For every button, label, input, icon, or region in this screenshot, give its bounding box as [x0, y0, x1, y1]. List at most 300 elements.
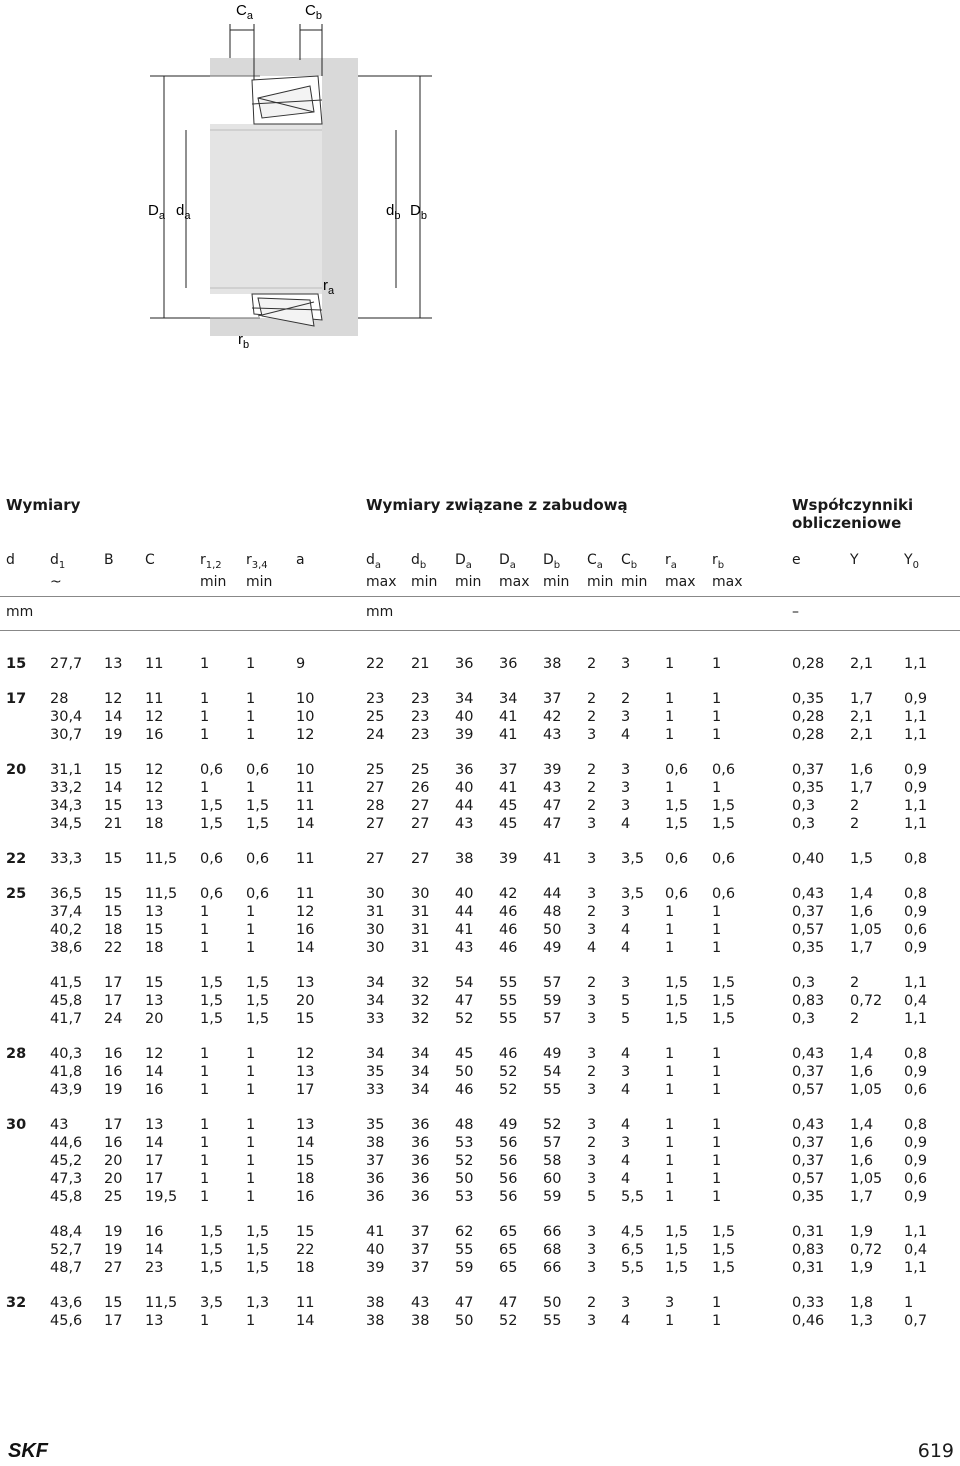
- table-cell: 30: [411, 886, 430, 902]
- rule-units: [0, 630, 960, 631]
- table-cell: 52: [455, 1011, 474, 1027]
- table-cell: 28: [50, 691, 69, 707]
- table-cell: 40,3: [50, 1046, 83, 1062]
- table-cell: 4: [621, 1082, 631, 1098]
- table-cell: 1,5: [665, 1242, 689, 1258]
- section-factors: [792, 496, 913, 532]
- table-cell: 3,5: [621, 851, 645, 867]
- table-cell: 3: [621, 904, 631, 920]
- table-cell: 1: [665, 1313, 675, 1329]
- table-cell: 13: [104, 656, 123, 672]
- table-cell: 1,6: [850, 1135, 874, 1151]
- table-cell: 0,28: [792, 709, 825, 725]
- bearing-mounting-drawing: [0, 0, 960, 370]
- table-cell: 0,7: [904, 1313, 928, 1329]
- table-cell: 0,6: [665, 886, 689, 902]
- table-cell: 15: [296, 1224, 315, 1240]
- column-header-subscript: b: [717, 559, 725, 571]
- table-cell: 55: [543, 1082, 562, 1098]
- table-cell: 1,1: [904, 975, 928, 991]
- table-cell: 1: [665, 1153, 675, 1169]
- column-header-qualifier: min: [587, 573, 614, 590]
- table-cell: 18: [104, 922, 123, 938]
- table-cell: 33,3: [50, 851, 83, 867]
- table-cell: 3: [587, 1117, 597, 1133]
- label-da: $d_a$: [176, 202, 191, 222]
- table-cell: 13: [145, 798, 164, 814]
- table-cell: 60: [543, 1171, 562, 1187]
- table-cell: 0,72: [850, 993, 883, 1009]
- table-cell: 1,5: [246, 1011, 270, 1027]
- table-cell: 12: [296, 1046, 315, 1062]
- table-cell: 14: [296, 940, 315, 956]
- table-cell: 0,37: [792, 1064, 825, 1080]
- column-header-symbol: r: [246, 552, 252, 568]
- table-cell: 36: [499, 656, 518, 672]
- table-cell: 2: [850, 798, 860, 814]
- table-cell: 0,57: [792, 1082, 825, 1098]
- table-cell: 34: [366, 975, 385, 991]
- table-cell: 3: [621, 1064, 631, 1080]
- table-cell: 1: [246, 691, 256, 707]
- table-cell: 1: [246, 1171, 256, 1187]
- table-cell: 1,5: [712, 816, 736, 832]
- table-cell: 45,6: [50, 1313, 83, 1329]
- table-cell: 1,3: [246, 1295, 270, 1311]
- table-cell: 10: [296, 762, 315, 778]
- table-cell: 1: [712, 1046, 722, 1062]
- bore-diameter: 32: [6, 1295, 27, 1311]
- column-header-symbol: C: [145, 552, 155, 568]
- table-cell: 25: [104, 1189, 123, 1205]
- table-cell: 50: [455, 1064, 474, 1080]
- table-cell: 1: [665, 1135, 675, 1151]
- table-cell: 48,7: [50, 1260, 83, 1276]
- table-cell: 2: [587, 656, 597, 672]
- table-cell: 1: [200, 1135, 210, 1151]
- table-cell: 11: [296, 886, 315, 902]
- column-header-0: [6, 552, 15, 574]
- table-cell: 40: [455, 886, 474, 902]
- column-header-1: [50, 552, 65, 591]
- table-cell: 1,8: [850, 1295, 874, 1311]
- table-cell: 43: [543, 780, 562, 796]
- column-header-symbol: Y: [904, 552, 913, 568]
- table-cell: 1,7: [850, 780, 874, 796]
- table-cell: 37,4: [50, 904, 83, 920]
- table-cell: 27,7: [50, 656, 83, 672]
- table-cell: 1: [712, 1313, 722, 1329]
- table-cell: 33: [366, 1082, 385, 1098]
- column-header-14: [665, 552, 696, 591]
- bore-diameter: 28: [6, 1046, 27, 1062]
- column-header-2: [104, 552, 114, 574]
- table-cell: 1: [712, 922, 722, 938]
- table-cell: 1,5: [200, 798, 224, 814]
- table-cell: 0,8: [904, 1117, 928, 1133]
- table-cell: 0,9: [904, 904, 928, 920]
- table-cell: 1,6: [850, 1064, 874, 1080]
- column-header-symbol: D: [499, 552, 510, 568]
- table-cell: 1,1: [904, 656, 928, 672]
- table-cell: 0,6: [200, 886, 224, 902]
- table-cell: 1: [246, 1082, 256, 1098]
- table-cell: 1: [246, 656, 256, 672]
- table-cell: 19,5: [145, 1189, 178, 1205]
- table-cell: 19: [104, 1224, 123, 1240]
- table-cell: 13: [145, 1313, 164, 1329]
- table-cell: 18: [296, 1260, 315, 1276]
- table-cell: 16: [145, 727, 164, 743]
- table-cell: 5: [621, 1011, 631, 1027]
- table-cell: 0,37: [792, 1153, 825, 1169]
- table-cell: 15: [145, 922, 164, 938]
- table-cell: 15: [104, 886, 123, 902]
- table-cell: 48,4: [50, 1224, 83, 1240]
- table-cell: 54: [543, 1064, 562, 1080]
- table-cell: 1: [200, 1189, 210, 1205]
- table-cell: 46: [499, 922, 518, 938]
- table-cell: 1: [665, 1117, 675, 1133]
- table-cell: 37: [411, 1224, 430, 1240]
- table-cell: 1: [665, 1064, 675, 1080]
- table-cell: 1,5: [246, 993, 270, 1009]
- label-db: $d_b$: [386, 202, 401, 222]
- table-cell: 11,5: [145, 886, 178, 902]
- column-header-symbol: d: [366, 552, 375, 568]
- column-header-symbol: C: [587, 552, 597, 568]
- units-mounting: mm: [366, 604, 394, 620]
- column-header-symbol: d: [411, 552, 420, 568]
- table-cell: 31: [411, 940, 430, 956]
- table-cell: 1: [200, 656, 210, 672]
- table-cell: 1: [712, 1135, 722, 1151]
- table-cell: 36: [411, 1171, 430, 1187]
- table-cell: 1,9: [850, 1224, 874, 1240]
- table-cell: 3: [587, 1153, 597, 1169]
- table-cell: 1,5: [712, 975, 736, 991]
- table-cell: 1: [246, 709, 256, 725]
- column-header-subscript: 3,4: [251, 559, 268, 571]
- table-cell: 1,4: [850, 886, 874, 902]
- section-factors-line2: obliczeniowe: [792, 514, 902, 532]
- column-header-qualifier: min: [543, 573, 570, 590]
- table-cell: 11: [296, 1295, 315, 1311]
- table-cell: 41: [455, 922, 474, 938]
- table-cell: 37: [543, 691, 562, 707]
- table-cell: 1,5: [712, 1260, 736, 1276]
- table-cell: 1: [712, 1117, 722, 1133]
- table-cell: 68: [543, 1242, 562, 1258]
- table-cell: 0,6: [246, 886, 270, 902]
- bore-diameter: 25: [6, 886, 27, 902]
- table-cell: 24: [104, 1011, 123, 1027]
- table-cell: 1,5: [665, 1224, 689, 1240]
- column-header-3: [145, 552, 155, 574]
- table-cell: 43: [543, 727, 562, 743]
- table-cell: 0,6: [712, 851, 736, 867]
- table-cell: 59: [455, 1260, 474, 1276]
- table-cell: 38,6: [50, 940, 83, 956]
- column-header-qualifier: min: [621, 573, 648, 590]
- column-header-symbol: d: [50, 552, 59, 568]
- table-cell: 1: [200, 727, 210, 743]
- table-cell: 34,5: [50, 816, 83, 832]
- table-cell: 56: [499, 1135, 518, 1151]
- table-cell: 0,3: [792, 1011, 816, 1027]
- table-cell: 1: [665, 691, 675, 707]
- table-cell: 36,5: [50, 886, 83, 902]
- table-cell: 3: [587, 1260, 597, 1276]
- table-cell: 0,6: [712, 762, 736, 778]
- table-cell: 12: [145, 1046, 164, 1062]
- table-cell: 1: [200, 1064, 210, 1080]
- table-cell: 30: [366, 886, 385, 902]
- table-cell: 0,28: [792, 727, 825, 743]
- table-cell: 2: [587, 1135, 597, 1151]
- table-cell: 31: [366, 904, 385, 920]
- table-cell: 1,05: [850, 1171, 883, 1187]
- table-cell: 38: [455, 851, 474, 867]
- table-cell: 0,3: [792, 816, 816, 832]
- table-cell: 1: [200, 1171, 210, 1187]
- table-cell: 1: [712, 904, 722, 920]
- table-cell: 34: [366, 1046, 385, 1062]
- table-cell: 50: [455, 1171, 474, 1187]
- table-cell: 4: [621, 940, 631, 956]
- table-cell: 4: [621, 816, 631, 832]
- table-cell: 3: [621, 1295, 631, 1311]
- rule-top: [0, 596, 960, 597]
- table-cell: 31,1: [50, 762, 83, 778]
- table-cell: 20: [104, 1171, 123, 1187]
- table-cell: 1,1: [904, 1260, 928, 1276]
- table-cell: 1,5: [246, 798, 270, 814]
- column-header-subscript: b: [630, 559, 638, 571]
- table-cell: 30,7: [50, 727, 83, 743]
- table-cell: 1,5: [665, 993, 689, 1009]
- table-cell: 12: [104, 691, 123, 707]
- table-cell: 0,6: [665, 851, 689, 867]
- column-header-12: [587, 552, 613, 591]
- table-cell: 11,5: [145, 851, 178, 867]
- table-cell: 3: [587, 1313, 597, 1329]
- table-cell: 1: [200, 780, 210, 796]
- table-cell: 15: [104, 904, 123, 920]
- table-cell: 62: [455, 1224, 474, 1240]
- table-cell: 41: [499, 780, 518, 796]
- column-header-symbol: r: [712, 552, 718, 568]
- column-header-qualifier: min: [200, 573, 227, 590]
- table-cell: 27: [411, 798, 430, 814]
- table-cell: 1: [200, 1153, 210, 1169]
- table-cell: 1,6: [850, 762, 874, 778]
- table-cell: 44: [543, 886, 562, 902]
- table-cell: 0,4: [904, 1242, 928, 1258]
- table-cell: 13: [296, 1064, 315, 1080]
- table-cell: 24: [366, 727, 385, 743]
- table-cell: 40: [455, 709, 474, 725]
- table-cell: 15: [104, 762, 123, 778]
- table-cell: 3: [587, 851, 597, 867]
- table-cell: 0,6: [200, 851, 224, 867]
- table-cell: 57: [543, 1135, 562, 1151]
- table-cell: 55: [543, 1313, 562, 1329]
- table-cell: 1,5: [200, 816, 224, 832]
- table-cell: 3: [587, 727, 597, 743]
- table-cell: 1,5: [712, 1224, 736, 1240]
- table-cell: 0,9: [904, 1153, 928, 1169]
- table-cell: 1: [712, 1082, 722, 1098]
- table-cell: 1: [246, 1135, 256, 1151]
- table-cell: 40: [455, 780, 474, 796]
- table-cell: 26: [411, 780, 430, 796]
- table-cell: 1,5: [665, 975, 689, 991]
- table-cell: 17: [145, 1153, 164, 1169]
- column-header-symbol: B: [104, 552, 114, 568]
- table-cell: 4: [621, 1117, 631, 1133]
- table-cell: 49: [543, 1046, 562, 1062]
- table-cell: 17: [296, 1082, 315, 1098]
- table-cell: 12: [296, 904, 315, 920]
- table-cell: 45: [499, 816, 518, 832]
- table-cell: 44,6: [50, 1135, 83, 1151]
- table-cell: 1: [712, 1189, 722, 1205]
- table-cell: 52: [543, 1117, 562, 1133]
- table-cell: 36: [411, 1135, 430, 1151]
- table-cell: 34,3: [50, 798, 83, 814]
- table-cell: 1,5: [712, 798, 736, 814]
- table-cell: 52: [499, 1064, 518, 1080]
- column-header-symbol: D: [455, 552, 466, 568]
- svg-text:SKF: SKF: [8, 1440, 48, 1460]
- table-cell: 1,5: [665, 1011, 689, 1027]
- column-header-6: [296, 552, 305, 574]
- section-mounting: Wymiary związane z zabudową: [366, 496, 628, 514]
- table-cell: 1,5: [246, 1260, 270, 1276]
- table-cell: 43,6: [50, 1295, 83, 1311]
- table-cell: 49: [499, 1117, 518, 1133]
- table-cell: 4: [621, 1153, 631, 1169]
- bore-diameter: 15: [6, 656, 27, 672]
- table-cell: 57: [543, 975, 562, 991]
- table-cell: 15: [296, 1011, 315, 1027]
- table-cell: 59: [543, 1189, 562, 1205]
- column-header-qualifier: ~: [50, 573, 62, 590]
- table-cell: 17: [104, 1117, 123, 1133]
- table-cell: 58: [543, 1153, 562, 1169]
- table-cell: 0,3: [792, 798, 816, 814]
- table-cell: 23: [411, 709, 430, 725]
- table-cell: 66: [543, 1260, 562, 1276]
- table-cell: 0,9: [904, 1189, 928, 1205]
- table-cell: 1: [712, 691, 722, 707]
- column-header-subscript: a: [374, 559, 382, 571]
- table-cell: 17: [104, 993, 123, 1009]
- table-cell: 13: [145, 904, 164, 920]
- table-cell: 50: [543, 922, 562, 938]
- table-cell: 0,72: [850, 1242, 883, 1258]
- table-cell: 1,1: [904, 1011, 928, 1027]
- table-cell: 1: [712, 780, 722, 796]
- table-cell: 1: [200, 922, 210, 938]
- table-cell: 1: [200, 1082, 210, 1098]
- table-cell: 0,31: [792, 1260, 825, 1276]
- table-cell: 33,2: [50, 780, 83, 796]
- table-cell: 1: [200, 691, 210, 707]
- column-header-9: [455, 552, 481, 591]
- table-cell: 5,5: [621, 1189, 645, 1205]
- table-cell: 52,7: [50, 1242, 83, 1258]
- table-cell: 30,4: [50, 709, 83, 725]
- table-cell: 0,31: [792, 1224, 825, 1240]
- label-Da: $D_a$: [148, 202, 165, 222]
- table-cell: 0,83: [792, 1242, 825, 1258]
- table-cell: 1: [665, 922, 675, 938]
- table-cell: 41: [499, 709, 518, 725]
- skf-logo: [6, 1440, 86, 1464]
- page-number: 619: [917, 1440, 954, 1462]
- table-cell: 36: [366, 1189, 385, 1205]
- column-header-qualifier: max: [712, 573, 743, 590]
- table-cell: 31: [411, 904, 430, 920]
- table-cell: 11: [145, 656, 164, 672]
- table-cell: 3,5: [200, 1295, 224, 1311]
- column-header-symbol: d: [6, 552, 15, 568]
- table-cell: 43: [455, 816, 474, 832]
- column-header-subscript: b: [553, 559, 561, 571]
- table-cell: 47,3: [50, 1171, 83, 1187]
- table-cell: 1,5: [850, 851, 874, 867]
- table-cell: 1,4: [850, 1046, 874, 1062]
- table-cell: 15: [296, 1153, 315, 1169]
- table-cell: 2: [587, 762, 597, 778]
- table-cell: 0,6: [904, 1082, 928, 1098]
- table-cell: 28: [366, 798, 385, 814]
- table-cell: 0,40: [792, 851, 825, 867]
- table-cell: 13: [145, 1117, 164, 1133]
- table-cell: 0,9: [904, 940, 928, 956]
- table-cell: 1,5: [200, 993, 224, 1009]
- table-cell: 19: [104, 727, 123, 743]
- table-cell: 1,5: [246, 816, 270, 832]
- table-cell: 2: [587, 709, 597, 725]
- table-cell: 2: [587, 1064, 597, 1080]
- table-cell: 1,7: [850, 940, 874, 956]
- table-cell: 1: [200, 904, 210, 920]
- table-cell: 0,8: [904, 886, 928, 902]
- table-cell: 27: [411, 851, 430, 867]
- table-cell: 1,1: [904, 709, 928, 725]
- table-cell: 1: [246, 1046, 256, 1062]
- table-cell: 1,5: [712, 1242, 736, 1258]
- table-cell: 1,9: [850, 1260, 874, 1276]
- table-cell: 20: [104, 1153, 123, 1169]
- table-cell: 3: [587, 1242, 597, 1258]
- table-cell: 45,2: [50, 1153, 83, 1169]
- table-cell: 25: [411, 762, 430, 778]
- table-cell: 13: [296, 975, 315, 991]
- column-header-symbol: Y: [850, 552, 859, 568]
- table-cell: 45: [499, 798, 518, 814]
- table-cell: 1: [712, 940, 722, 956]
- table-cell: 20: [145, 1011, 164, 1027]
- shaft: [210, 124, 322, 294]
- table-cell: 1,5: [712, 993, 736, 1009]
- table-cell: 20: [296, 993, 315, 1009]
- table-cell: 1: [246, 1313, 256, 1329]
- column-header-qualifier: min: [246, 573, 273, 590]
